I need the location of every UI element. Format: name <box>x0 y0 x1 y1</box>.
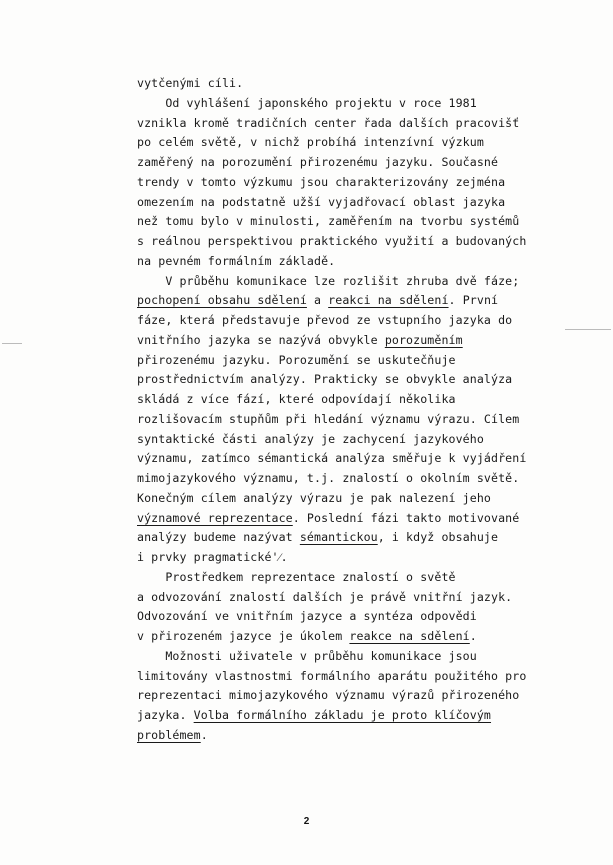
text-segment: , i když obsahuje <box>377 530 499 545</box>
text-segment: Možnosti uživatele v průběhu komunikace jsou <box>137 648 477 663</box>
text-segment: v přirozeném jazyce je úkolem <box>137 629 350 643</box>
text-segment: . <box>469 629 477 643</box>
text-segment: skládá z více fází, které odpovídají několika <box>137 392 456 406</box>
text-segment: vznikla kromě tradičních center řada dalších pracovišť <box>137 115 520 130</box>
text-segment: významu, zatímco sémantická analýza směřuje k vyjádření <box>137 451 527 466</box>
text-line <box>137 193 557 213</box>
text-line <box>137 351 557 371</box>
underlined-term: reakci na sdělení <box>328 293 449 308</box>
text-line <box>137 252 557 272</box>
text-line <box>137 390 557 410</box>
underlined-term: problémem <box>137 727 201 742</box>
text-line <box>137 627 557 647</box>
underlined-term: významové reprezentace <box>137 510 293 525</box>
text-line <box>137 509 557 529</box>
text-segment: fáze, která představuje převod ze vstupního jazyka do <box>137 313 513 327</box>
text-line <box>137 212 557 232</box>
text-segment: vytčenými cíli. <box>137 76 244 90</box>
text-segment: limitovány vlastnostmi formálního aparátu použitého pro <box>137 668 527 683</box>
text-segment: analýzy budeme nazývat <box>137 530 300 545</box>
text-line <box>137 74 557 94</box>
text-segment: reprezentaci mimojazykového významu výrazů přirozeného <box>137 688 520 703</box>
text-segment: Od vyhlášení japonského projektu v roce 1981 <box>137 95 477 110</box>
text-line <box>137 114 557 134</box>
text-segment: Prostředkem reprezentace znalostí o světě <box>137 569 456 584</box>
text-segment: a <box>306 293 329 308</box>
text-line <box>137 469 557 489</box>
text-line <box>137 232 557 252</box>
text-line <box>137 667 557 687</box>
text-segment: V průběhu komunikace lze rozlišit zhruba dvě fáze; <box>137 273 520 288</box>
text-line <box>137 331 557 351</box>
underlined-term: pochopení obsahu sdělení <box>137 293 307 308</box>
text-line <box>137 489 557 509</box>
text-line <box>137 588 557 608</box>
text-segment: mimojazykového významu, t.j. znalostí o okolním světě. <box>137 471 520 485</box>
text-line <box>137 311 557 331</box>
text-line <box>137 647 557 667</box>
text-segment: prostřednictvím analýzy. Prakticky se obvykle analýza <box>137 372 513 387</box>
page-number: 2 <box>303 816 310 827</box>
text-segment: trendy v tomto výzkumu jsou charakterizovány zejména <box>137 174 506 189</box>
underlined-term: reakce na sdělení <box>349 629 470 643</box>
text-segment: Konečným cílem analýzy výrazu je pak nalezení jeho <box>137 490 492 505</box>
text-segment: Odvozování ve vnitřním jazyce a syntéza odpovědi <box>137 609 477 624</box>
text-segment: a odvozování znalostí dalších je právě vnitřní jazyk. <box>137 589 513 604</box>
text-segment: . <box>200 727 208 742</box>
text-line <box>137 94 557 114</box>
text-segment: po celém světě, v nichž probíhá intenzívní výzkum <box>137 135 484 150</box>
text-segment: . Poslední fázi takto motivované <box>292 510 520 525</box>
text-segment: omezením na podstatně užší vyjadřovací oblast jazyka <box>137 194 506 209</box>
underlined-term: porozuměním <box>384 332 463 347</box>
text-segment: syntaktické části analýzy je zachycení jazykového <box>137 431 484 446</box>
text-segment: vnitřního jazyka se nazývá obvykle <box>137 332 385 347</box>
scan-edge-mark-left <box>2 343 22 344</box>
text-line <box>137 449 557 469</box>
text-segment: rozlišovacím stupňům při hledání významu výrazu. Cílem <box>137 411 520 426</box>
text-line <box>137 133 557 153</box>
text-line <box>137 153 557 173</box>
text-segment: zaměřený na porozumění přirozenému jazyku. Současné <box>137 155 499 169</box>
text-segment: jazyka. <box>137 708 194 722</box>
text-line <box>137 568 557 588</box>
text-segment: i prvky pragmatické'⁄. <box>137 550 288 564</box>
text-line <box>137 528 557 548</box>
scan-edge-mark-right <box>565 329 611 330</box>
text-segment: na pevném formálním základě. <box>137 253 336 268</box>
text-segment: . První <box>448 293 499 308</box>
text-segment: s reálnou perspektivou praktického využití a budovaných <box>137 234 527 248</box>
text-line <box>137 173 557 193</box>
text-line <box>137 607 557 627</box>
underlined-term: Volba formálního základu je proto klíčovým <box>193 708 492 722</box>
text-line <box>137 548 557 568</box>
underlined-term: sémantickou <box>299 530 378 545</box>
text-line <box>137 272 557 292</box>
text-line <box>137 706 557 726</box>
text-segment: než tomu bylo v minulosti, zaměřením na tvorbu systémů <box>137 214 520 229</box>
text-line <box>137 430 557 450</box>
text-line <box>137 291 557 311</box>
text-line <box>137 686 557 706</box>
text-line <box>137 370 557 390</box>
document-body <box>137 74 557 746</box>
text-line <box>137 726 557 746</box>
text-line <box>137 410 557 430</box>
text-segment: přirozenému jazyku. Porozumění se uskutečňuje <box>137 352 456 367</box>
